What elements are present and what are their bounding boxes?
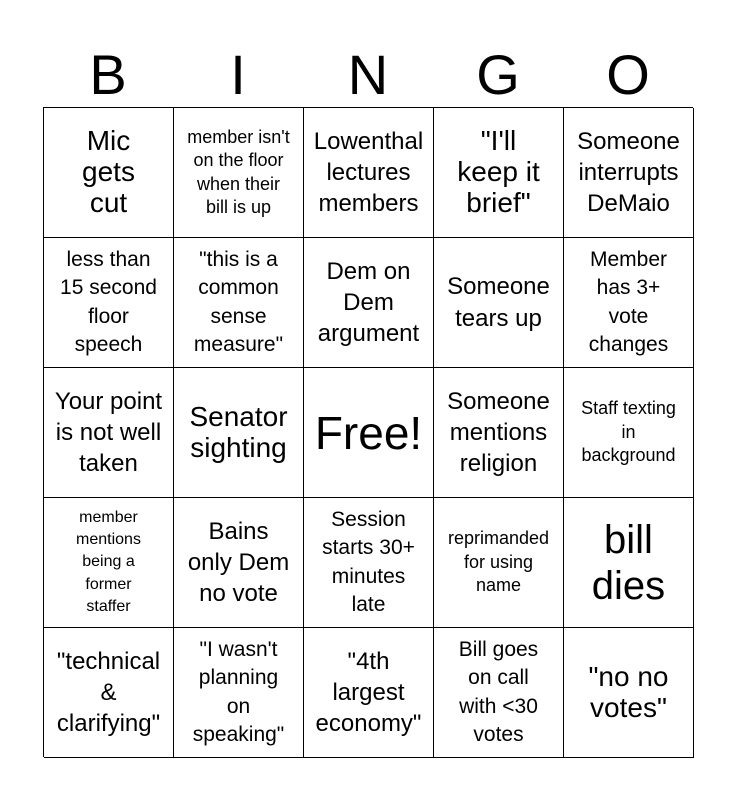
header-letter-b: B <box>89 43 127 106</box>
bingo-cell[interactable] <box>564 108 694 238</box>
bingo-cell[interactable] <box>44 498 174 628</box>
cell-text: Someone interrupts DeMaio <box>577 127 680 218</box>
bingo-cell[interactable] <box>564 628 694 758</box>
bingo-header <box>43 42 693 108</box>
bingo-cell[interactable] <box>174 498 304 628</box>
cell-text: "I'll keep it brief" <box>457 125 540 218</box>
cell-text: Staff texting in background <box>581 398 676 466</box>
bingo-cell[interactable] <box>174 108 304 238</box>
cell-text: Lowenthal lectures members <box>313 127 424 218</box>
bingo-cell[interactable] <box>44 628 174 758</box>
cell-text: "technical & clarifying" <box>56 647 161 738</box>
bingo-cell[interactable] <box>564 498 694 628</box>
cell-text: member isn't on the floor when their bill is up <box>187 126 290 217</box>
bingo-cell[interactable] <box>434 238 564 368</box>
bingo-cell[interactable] <box>434 498 564 628</box>
bingo-cell[interactable] <box>44 238 174 368</box>
bingo-cell[interactable] <box>304 238 434 368</box>
bingo-cell[interactable] <box>434 368 564 498</box>
header-letter-o: O <box>606 43 650 106</box>
header-letter-i: I <box>230 43 246 106</box>
bingo-cell[interactable] <box>304 628 434 758</box>
cell-text: Bains only Dem no vote <box>187 517 290 608</box>
cell-text: Member has 3+ vote changes <box>588 247 669 356</box>
bingo-cell[interactable] <box>434 628 564 758</box>
bingo-cell[interactable] <box>564 238 694 368</box>
cell-text: Senator sighting <box>189 400 288 463</box>
bingo-cell[interactable] <box>304 498 434 628</box>
cell-text: Dem on Dem argument <box>317 257 420 348</box>
cell-text: member mentions being a former staffer <box>76 508 141 616</box>
cell-text: "4th largest economy" <box>315 647 422 738</box>
bingo-board <box>43 107 693 757</box>
header-letter-g: G <box>476 43 520 106</box>
bingo-cell[interactable] <box>304 108 434 238</box>
header-letter-n: N <box>347 43 389 106</box>
cell-text: less than 15 second floor speech <box>60 247 157 356</box>
bingo-cell[interactable] <box>174 368 304 498</box>
bingo-cell[interactable] <box>174 628 304 758</box>
bingo-cell[interactable] <box>564 368 694 498</box>
cell-text: "no no votes" <box>588 660 669 723</box>
bingo-cell[interactable] <box>434 108 564 238</box>
cell-text: "I wasn't planning on speaking" <box>192 637 285 746</box>
bingo-cell[interactable] <box>44 368 174 498</box>
cell-text: Session starts 30+ minutes late <box>322 507 415 616</box>
cell-text: Bill goes on call with <30 votes <box>458 637 539 746</box>
cell-text: Someone tears up <box>447 273 550 332</box>
cell-text: "this is a common sense measure" <box>193 247 284 356</box>
cell-text: Someone mentions religion <box>447 387 550 478</box>
free-space-cell[interactable] <box>304 368 434 498</box>
bingo-cell[interactable] <box>174 238 304 368</box>
cell-text: Mic gets cut <box>82 125 135 218</box>
bingo-cell[interactable] <box>44 108 174 238</box>
cell-text: reprimanded for using name <box>447 528 550 596</box>
cell-text: Your point is not well taken <box>54 387 163 478</box>
cell-text: bill dies <box>591 517 666 608</box>
free-space-text: Free! <box>314 406 423 459</box>
